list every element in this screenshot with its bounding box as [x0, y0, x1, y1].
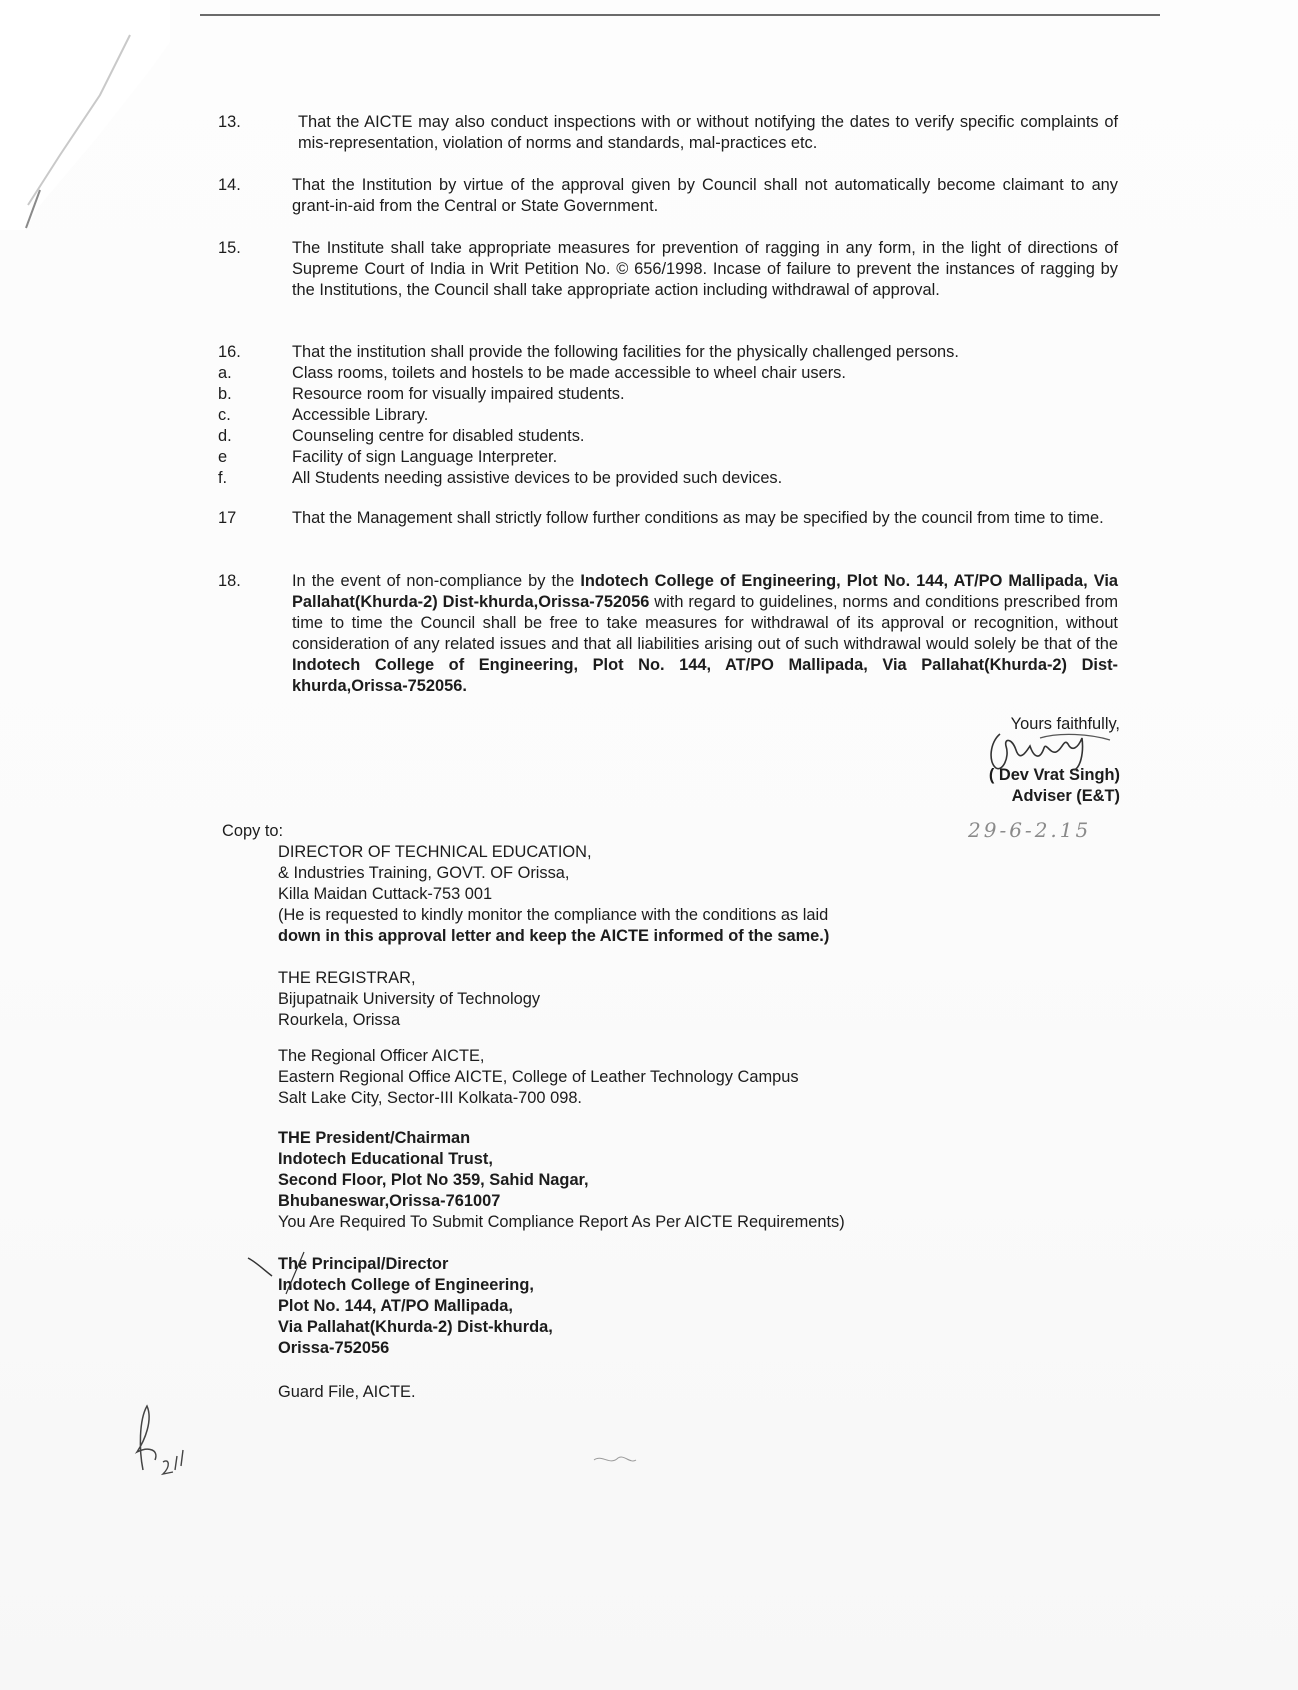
subclause-c: [218, 405, 1118, 426]
subclause-e: [218, 447, 1118, 468]
clause-number: 17: [218, 509, 237, 527]
clause-text: That the institution shall provide the following facilities for the physically challenged persons.: [292, 343, 959, 361]
subclause-letter: d.: [218, 427, 232, 445]
subclause-f: [218, 468, 1118, 489]
address-line: You Are Required To Submit Compliance Report As Per AICTE Requirements): [278, 1213, 845, 1231]
subclause-letter: a.: [218, 364, 232, 382]
subclause-text: All Students needing assistive devices to be provided such devices.: [292, 469, 783, 487]
clause-text: The Institute shall take appropriate measures for prevention of ragging in any form, in the light of directions of Supreme Court of India in Writ Petition No. © 656/1998. Incase of failure to prevent the instances of ragging by the Institutions, the Council shall take appropriate action including withdrawal of approval.: [292, 239, 1118, 299]
address-line: DIRECTOR OF TECHNICAL EDUCATION,: [278, 843, 592, 861]
address-line: (He is requested to kindly monitor the compliance with the conditions as laid: [278, 906, 829, 924]
clause-16: [218, 342, 1118, 363]
signature-block: [940, 714, 1120, 807]
handwritten-signature: [980, 728, 1130, 772]
recipient-registrar: [278, 968, 540, 1031]
clause-17: [218, 508, 1118, 550]
clause-14: [218, 175, 1118, 217]
address-line: Bijupatnaik University of Technology: [278, 990, 541, 1008]
address-line: The Principal/Director: [278, 1255, 449, 1273]
handwritten-initials: [125, 1400, 195, 1480]
subclause-text: Class rooms, toilets and hostels to be made accessible to wheel chair users.: [292, 364, 846, 382]
recipient-dte: [278, 842, 829, 947]
address-line: Rourkela, Orissa: [278, 1011, 401, 1029]
subclause-letter: f.: [218, 469, 228, 487]
subclause-letter: e: [218, 448, 228, 466]
address-line: THE REGISTRAR,: [278, 969, 416, 987]
subclause-a: [218, 363, 1118, 384]
clause-13: [218, 112, 1118, 154]
address-line: Indotech College of Engineering,: [278, 1276, 534, 1294]
clause-text: That the AICTE may also conduct inspections with or without notifying the dates to verify specific complaints of mis-representation, violation of norms and standards, mal-practices etc.: [298, 113, 1118, 152]
address-line: Indotech Educational Trust,: [278, 1150, 493, 1168]
college-name-bold: Indotech College of Engineering, Plot No. 144, AT/PO Mallipada, Via Pallahat(Khurda-2) Dist-khurda,Orissa-752056: [292, 572, 1118, 611]
closing-text: Yours faithfully,: [1010, 715, 1120, 733]
clause-18: [218, 571, 1118, 719]
folded-corner: [0, 0, 170, 230]
address-line: Orissa-752056: [278, 1339, 390, 1357]
clause-text: That the Management shall strictly follow further conditions as may be specified by the council from time to time.: [292, 509, 1104, 527]
address-line: The Regional Officer AICTE,: [278, 1047, 485, 1065]
address-line: down in this approval letter and keep the AICTE informed of the same.): [278, 927, 830, 945]
clause-text: That the Institution by virtue of the approval given by Council shall not automatically become claimant to any grant-in-aid from the Central or State Government.: [292, 176, 1118, 215]
address-line: Eastern Regional Office AICTE, College of Leather Technology Campus: [278, 1068, 799, 1086]
subclause-text: Facility of sign Language Interpreter.: [292, 448, 558, 466]
address-line: Killa Maidan Cuttack-753 001: [278, 885, 493, 903]
subclause-letter: c.: [218, 406, 231, 424]
address-line: & Industries Training, GOVT. OF Orissa,: [278, 864, 570, 882]
address-line: Bhubaneswar,Orissa-761007: [278, 1192, 501, 1210]
recipient-regional-officer: [278, 1046, 799, 1109]
subclause-text: Accessible Library.: [292, 406, 429, 424]
address-line: Salt Lake City, Sector-III Kolkata-700 098.: [278, 1089, 582, 1107]
clause-number: 18.: [218, 572, 241, 590]
signatory-designation: Adviser (E&T): [1011, 787, 1120, 805]
copy-to-label: Copy to:: [222, 822, 284, 840]
recipient-guard-file: [278, 1382, 416, 1403]
handwritten-tick-mark: [246, 1250, 326, 1300]
clause-text: [292, 571, 1118, 697]
clause-number: 13.: [218, 113, 241, 131]
signatory-name: ( Dev Vrat Singh): [988, 766, 1120, 784]
address-line: Guard File, AICTE.: [278, 1383, 416, 1401]
address-line: Second Floor, Plot No 359, Sahid Nagar,: [278, 1171, 589, 1189]
subclause-letter: b.: [218, 385, 232, 403]
handwritten-date: 29-6-2.15: [968, 818, 1092, 842]
clause-15: [218, 238, 1118, 322]
recipient-president: [278, 1128, 845, 1233]
scan-smudge: [590, 1450, 640, 1470]
subclause-b: [218, 384, 1118, 405]
clause-text-part: In the event of non-compliance by the: [292, 572, 581, 590]
clause-number: 14.: [218, 176, 241, 194]
subclause-d: [218, 426, 1118, 447]
top-rule: [200, 14, 1160, 16]
subclause-text: Counseling centre for disabled students.: [292, 427, 585, 445]
clause-text-part: with regard to guidelines, norms and conditions prescribed from time to time the Council shall be free to take measures for withdrawal of its approval or recognition, without consideration of any related issues and that all liabilities arising out of such withdrawal would solely be that of the: [292, 593, 1118, 653]
clause-number: 16.: [218, 343, 241, 361]
college-name-bold: Indotech College of Engineering, Plot No. 144, AT/PO Mallipada, Via Pallahat(Khurda-2) Dist-khurda,Orissa-752056.: [292, 656, 1118, 695]
address-line: Plot No. 144, AT/PO Mallipada,: [278, 1297, 513, 1315]
subclause-text: Resource room for visually impaired students.: [292, 385, 625, 403]
address-line: THE President/Chairman: [278, 1129, 471, 1147]
clause-number: 15.: [218, 239, 241, 257]
address-line: Via Pallahat(Khurda-2) Dist-khurda,: [278, 1318, 553, 1336]
